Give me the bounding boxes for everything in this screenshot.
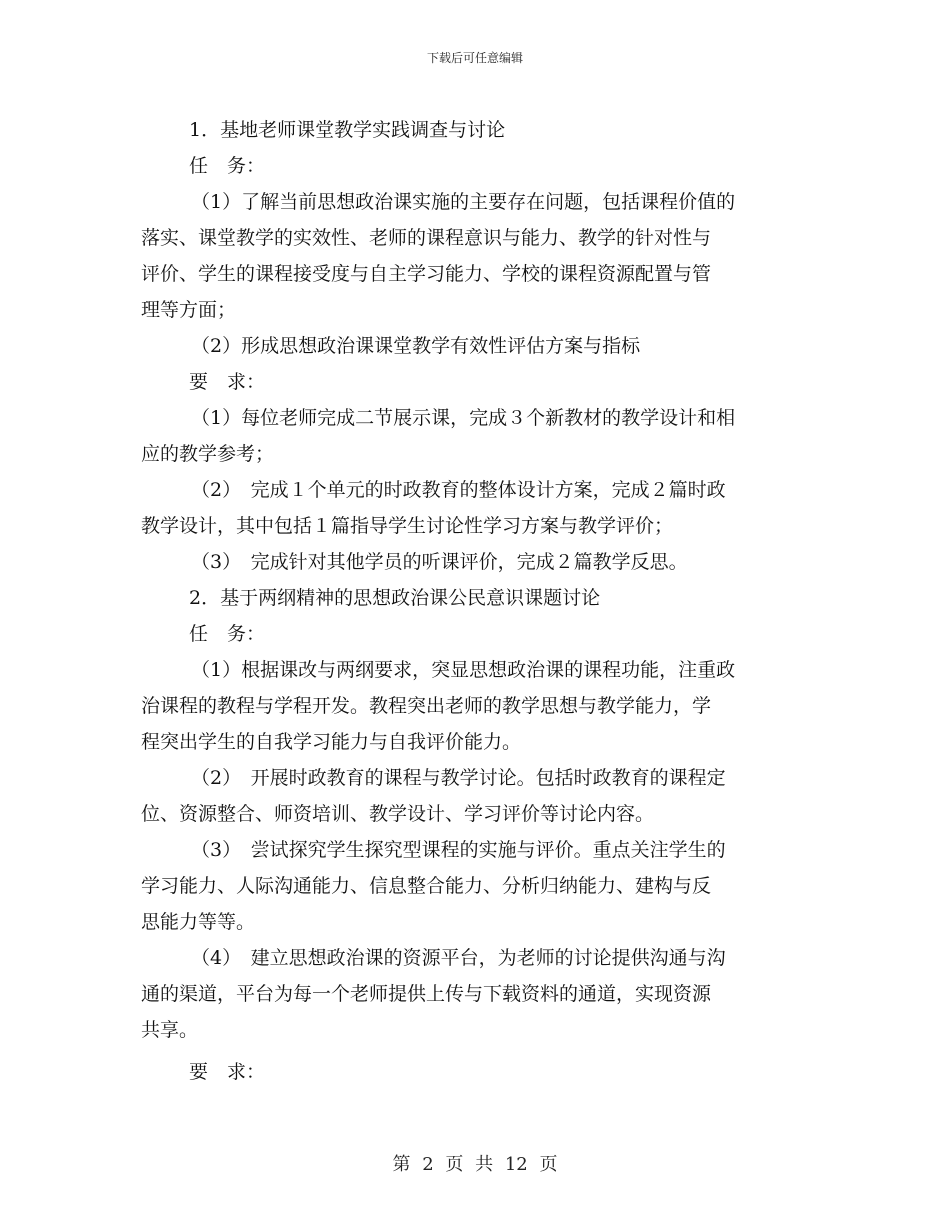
- task-1-item-1: [141, 184, 813, 328]
- text-line: 位、资源整合、师资培训、教学设计、学习评价等讨论内容。: [141, 803, 655, 825]
- text-line: 通的渠道，平台为每一个老师提供上传与下载资料的通道，实现资源: [141, 983, 712, 1005]
- text-line: 评价、学生的课程接受度与自主学习能力、学校的课程资源配置与管: [141, 263, 712, 285]
- label-task-1: [141, 148, 813, 184]
- text-line: 1．基地老师课堂教学实践调查与讨论: [189, 119, 506, 141]
- text-line: 2．基于两纲精神的思想政治课公民意识课题讨论: [189, 587, 601, 609]
- text-line: 共享。: [141, 1019, 199, 1041]
- task-2-item-2: [141, 760, 813, 832]
- text-line: 落实、课堂教学的实效性、老师的课程意识与能力、教学的针对性与: [141, 227, 712, 249]
- page-header: 下载后可任意编辑: [426, 51, 523, 65]
- heading-2: [141, 580, 813, 616]
- text-line: 要 求：: [189, 1061, 266, 1083]
- label-task-2: [141, 616, 813, 652]
- text-line: 理等方面；: [141, 299, 237, 321]
- page-footer: 第 2 页 共 12 页: [392, 1154, 558, 1175]
- text-line: 治课程的教程与学程开发。教程突出老师的教学思想与教学能力，学: [141, 695, 712, 717]
- text-line: （4） 建立思想政治课的资源平台，为老师的讨论提供沟通与沟: [191, 947, 726, 969]
- text-line: 教学设计，其中包括１篇指导学生讨论性学习方案与教学评价；: [141, 515, 674, 537]
- text-line: 要 求：: [189, 371, 266, 393]
- requirement-1-item-3: [141, 544, 813, 580]
- task-2-item-1: [141, 652, 813, 760]
- task-2-item-4: [141, 940, 813, 1048]
- task-2-item-3: [141, 832, 813, 940]
- label-requirement-1: [141, 364, 813, 400]
- requirement-1-item-2: [141, 472, 813, 544]
- text-line: 程突出学生的自我学习能力与自我评价能力。: [141, 731, 522, 753]
- text-line: （1）每位老师完成二节展示课，完成３个新教材的教学设计和相: [191, 407, 736, 429]
- document-body: [141, 112, 813, 1090]
- text-line: （2）形成思想政治课课堂教学有效性评估方案与指标: [191, 335, 641, 357]
- text-line: 应的教学参考；: [141, 443, 275, 465]
- text-line: （3） 完成针对其他学员的听课评价，完成２篇教学反思。: [191, 551, 688, 573]
- heading-1: [141, 112, 813, 148]
- text-line: 任 务：: [189, 155, 266, 177]
- task-1-item-2: [141, 328, 813, 364]
- text-line: （2） 完成１个单元的时政教育的整体设计方案，完成２篇时政: [191, 479, 726, 501]
- text-line: 思能力等等。: [141, 911, 256, 933]
- label-requirement-2: [141, 1054, 813, 1090]
- text-line: （1）了解当前思想政治课实施的主要存在问题，包括课程价值的: [191, 191, 736, 213]
- text-line: 学习能力、人际沟通能力、信息整合能力、分析归纳能力、建构与反: [141, 875, 712, 897]
- text-line: （3） 尝试探究学生探究型课程的实施与评价。重点关注学生的: [191, 839, 726, 861]
- requirement-1-item-1: [141, 400, 813, 472]
- text-line: （2） 开展时政教育的课程与教学讨论。包括时政教育的课程定: [191, 767, 726, 789]
- text-line: （1）根据课改与两纲要求，突显思想政治课的课程功能，注重政: [191, 659, 736, 681]
- text-line: 任 务：: [189, 623, 266, 645]
